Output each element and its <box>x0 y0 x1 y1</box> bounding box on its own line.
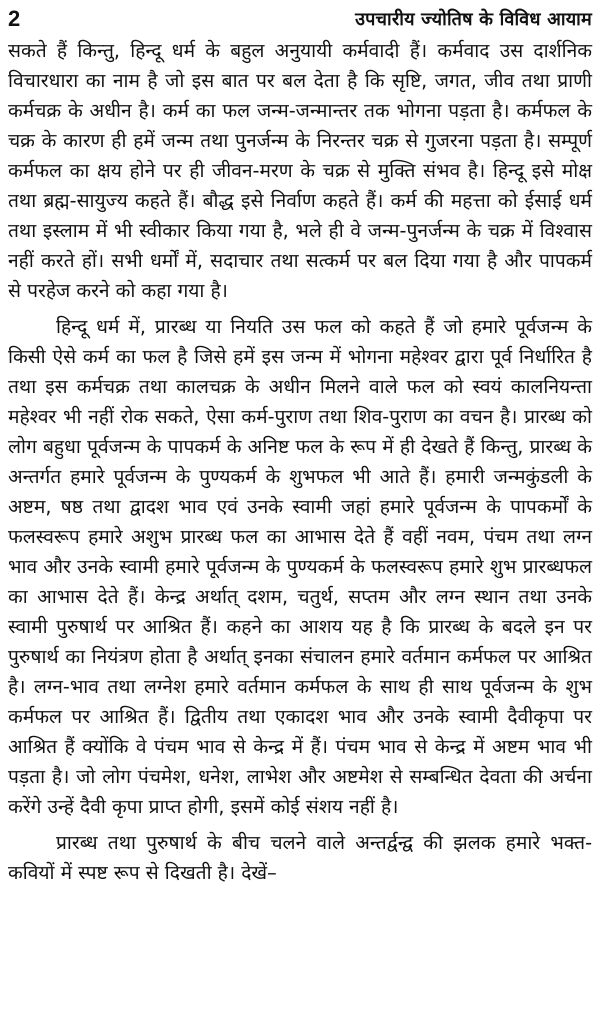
paragraph-3: प्रारब्ध तथा पुरुषार्थ के बीच चलने वाले अन्तर्द्वन्द्व की झलक हमारे भक्त-कवियों में स्पष्ट रूप से दिखती है। देखें– <box>8 831 592 884</box>
page-header <box>8 4 592 34</box>
page-number: 2 <box>8 6 21 31</box>
body-text <box>8 36 592 888</box>
paragraph-1: सकते हैं किन्तु, हिन्दू धर्म के बहुल अनुयायी कर्मवादी हैं। कर्मवाद उस दार्शनिक विचारधारा का नाम है जो इस बात पर बल देता है कि सृष्टि, जगत, जीव तथा प्राणी कर्मचक्र के अधीन है। कर्म का फल जन्म-जन्मान्तर तक भोगना पड़ता है। कर्मफल के चक्र के कारण ही हमें जन्म तथा पुनर्जन्म के निरन्तर चक्र से गुजरना पड़ता है। सम्पूर्ण कर्मफल का क्षय होने पर ही जीवन-मरण के चक्र से मुक्ति संभव है। हिन्दू इसे मोक्ष तथा ब्रह्म-सायुज्य कहते हैं। बौद्ध इसे निर्वाण कहते हैं। कर्म की महत्ता को ईसाई धर्म तथा इस्लाम में भी स्वीकार किया गया है, भले ही वे जन्म-पुनर्जन्म के चक्र में विश्वास नहीं करते हों। सभी धर्मों में, सदाचार तथा सत्कर्म पर बल दिया गया है और पापकर्म से परहेज करने को कहा गया है। <box>8 39 592 302</box>
paragraph-2: हिन्दू धर्म में, प्रारब्ध या नियति उस फल को कहते हैं जो हमारे पूर्वजन्म के किसी ऐसे कर्म का फल है जिसे हमें इस जन्म में भोगना महेश्वर द्वारा पूर्व निर्धारित है तथा इस कर्मचक्र तथा कालचक्र के अधीन मिलने वाले फल को स्वयं कालनियन्ता महेश्वर भी नहीं रोक सकते, ऐसा कर्म-पुराण तथा शिव-पुराण का वचन है। प्रारब्ध को लोग बहुधा पूर्वजन्म के पापकर्म के अनिष्ट फल के रूप में ही देखते हैं किन्तु, प्रारब्ध के अन्तर्गत हमारे पूर्वजन्म के पुण्यकर्म के शुभफल भी आते हैं। हमारी जन्मकुंडली के अष्टम, षष्ठ तथा द्वादश भाव एवं उनके स्वामी जहां हमारे पूर्वजन्म के पापकर्मों के फलस्वरूप हमारे अशुभ प्रारब्ध फल का आभास देते हैं वहीं नवम, पंचम तथा लग्न भाव और उनके स्वामी हमारे पूर्वजन्म के पुण्यकर्म के फलस्वरूप हमारे शुभ प्रारब्धफल का आभास देते हैं। केन्द्र अर्थात् दशम, चतुर्थ, सप्तम और लग्न स्थान तथा उनके स्वामी पुरुषार्थ पर आश्रित हैं। कहने का आशय यह है कि प्रारब्ध के बदले इन पर पुरुषार्थ का नियंत्रण होता है अर्थात् इनका संचालन हमारे वर्तमान कर्मफल पर आश्रित है। लग्न-भाव तथा लग्नेश हमारे वर्तमान कर्मफल के साथ ही साथ पूर्वजन्म के शुभ कर्मफल पर आश्रित हैं। द्वितीय तथा एकादश भाव और उनके स्वामी दैवीकृपा पर आश्रित हैं क्योंकि वे पंचम भाव से केन्द्र में हैं। पंचम भाव से केन्द्र में अष्टम भाव भी पड़ता है। जो लोग पंचमेश, धनेश, लाभेश और अष्टमेश से सम्बन्धित देवता की अर्चना करेंगे उन्हें दैवी कृपा प्राप्त होगी, इसमें कोई संशय नहीं है। <box>8 315 592 818</box>
running-title: उपचारीय ज्योतिष के विविध आयाम <box>355 9 592 30</box>
